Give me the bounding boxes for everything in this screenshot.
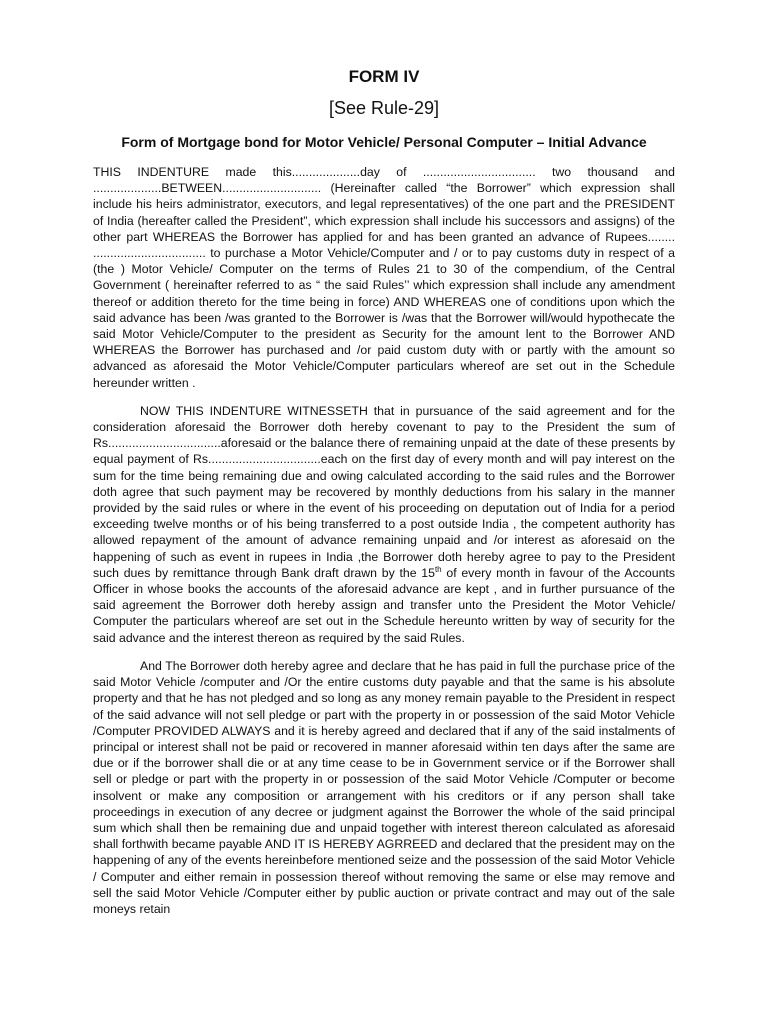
form-heading: Form of Mortgage bond for Motor Vehicle/ Personal Computer – Initial Advance xyxy=(121,134,647,150)
form-title: FORM IV xyxy=(348,67,420,86)
paragraph-witnesseth xyxy=(93,403,675,646)
paragraph-witnesseth-text: NOW THIS INDENTURE WITNESSETH that in pursuance of the said agreement and for the consideration aforesaid the Borrower doth hereby covenant to pay to the President the sum of Rs.................................aforesaid or the balance there of remaining unpaid at the date of these presents by equal payment of Rs.................................each on the first day of every month and will pay interest on the sum for the time being remaining due and owing calculated according to the said rules and the Borrower doth agree that such payment may be recovered by monthly deductions from his salary in the manner provided by the said rules or where in the event of his proceeding on deputation out of India for a period exceeding twelve months or of his being transferred to a post outside India , the competent authority has allowed repayment of the amount of advance remaining unpaid and /or interest as aforesaid on the happening of such as event in rupees in India ,the Borrower doth hereby agree to pay to the President such dues by remittance through Bank draft drawn by the 15 xyxy=(93,403,675,580)
paragraph-indenture: THIS INDENTURE made this....................day of ................................. two thousand and ....................BETWEEN............................. (Hereinafter called “the Borrower” which expression shall include his heirs administrator, executors, and legal representatives) of the one part and the PRESIDENT of India (hereafter called the President”, which expression shall include his successors and assigns) of the other part WHEREAS the Borrower has applied for and has been granted an advance of Rupees........ ................................. to purchase a Motor Vehicle/Computer and / or to pay customs duty in respect of a (the ) Motor Vehicle/ Computer on the terms of Rules 21 to 30 of the compendium, of the Central Government ( hereinafter referred to as “ the said Rules’’ which expression shall include any amendment thereof or addition thereto for the time being in force) AND WHEREAS one of conditions upon which the said advance has been /was granted to the Borrower is /was that the Borrower will/would hypothecate the said Motor Vehicle/Computer to the president as Security for the amount lent to the Borrower AND WHEREAS the Borrower has purchased and /or paid custom duty with or partly with the amount so advanced as aforesaid the Motor Vehicle/Computer particulars whereof are set out in the Schedule hereunder written . xyxy=(93,165,675,390)
form-rule-reference: [See Rule-29] xyxy=(328,98,440,118)
ordinal-superscript: th xyxy=(434,564,442,574)
paragraph-borrower-declaration: And The Borrower doth hereby agree and declare that he has paid in full the purchase price of the said Motor Vehicle /computer and /Or the entire customs duty payable and that the same is his absolute property and that he has not pledged and so long as any money remain payable to the President in respect of the said advance will not sell pledge or part with the property in or possession of the said Motor Vehicle /Computer PROVIDED ALWAYS and it is hereby agreed and declared that if any of the said instalments of principal or interest shall not be paid or recovered in manner aforesaid within ten days after the same are due or if the borrower shall die or at any time cease to be in Government service or if the Borrower shall sell or pledge or part with the property in or possession of the said Motor Vehicle /Computer or become insolvent or make any composition or arrangement with his creditors or if any person shall take proceedings in execution of any decree or judgment against the Borrower the whole of the said principal sum which shall then be remaining due and unpaid together with interest thereon calculated as aforesaid shall forthwith became payable AND IT IS HEREBY AGRREED and declared that the president may on the happening of any of the events hereinbefore mentioned seize and the possession of the said Motor Vehicle / Computer and either remain in possession thereof without removing the same or else may remove and sell the said Motor Vehicle /Computer either by public auction or private contract and may out of the sale moneys retain xyxy=(93,658,675,916)
paragraph-witnesseth-tail: of every month in favour of the Accounts Officer in whose books the accounts of the aforesaid advance are kept , and in further pursuance of the said agreement the Borrower doth hereby assign and transfer unto the President the Motor Vehicle/ Computer the particulars whereof are set out in the Schedule hereunto written by way of security for the said advance and the interest thereon as required by the said Rules. xyxy=(93,565,675,645)
